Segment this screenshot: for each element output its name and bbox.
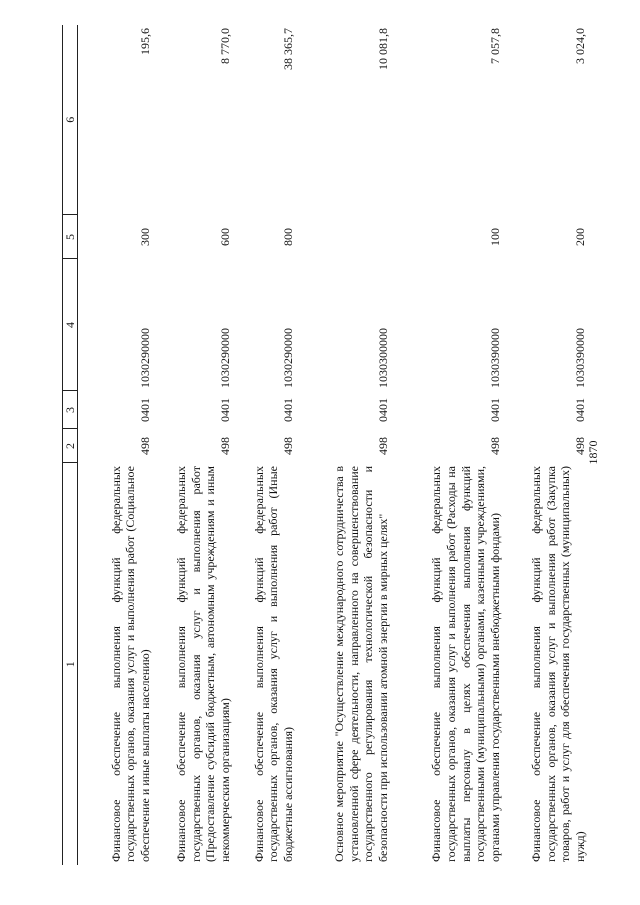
target-article-code: 1030390000 bbox=[572, 328, 587, 388]
expense-type-code bbox=[296, 215, 391, 259]
ministry-code: 498 bbox=[572, 437, 587, 455]
ministry-code: 498 bbox=[375, 437, 390, 455]
row-description: Финансовое обеспечение выполнения функций федеральных государственных органов, оказания услуг и выполнения работ (Социальное обеспечение и иные выплаты населению) bbox=[108, 466, 152, 862]
row-description: Основное мероприятие "Осуществление международного сотрудничества в установленной сфере деятельности, направленного на совершенствование государственного регулирования технологической безопасности и безопасности при использовании атомной энергии в мирных целях" bbox=[332, 466, 390, 862]
column-header: 2 bbox=[63, 429, 78, 463]
section-code: 0401 bbox=[572, 398, 587, 422]
ministry-code: 498 bbox=[280, 437, 295, 455]
target-article-code: 1030390000 bbox=[487, 328, 502, 388]
expense-type-code: 100 bbox=[487, 228, 502, 246]
ministry-code: 498 bbox=[137, 437, 152, 455]
row-description: Финансовое обеспечение выполнения функций федеральных государственных органов, оказания услуг и выполнения работ (Предоставление субсидий бюджетным, автономным учреждениям и иным некоммерческим организациям) bbox=[174, 466, 232, 862]
amount: 195,6 bbox=[137, 28, 152, 55]
table-row bbox=[153, 25, 233, 865]
amount: 8 770,0 bbox=[217, 28, 232, 64]
table-row bbox=[391, 25, 503, 865]
table-row bbox=[503, 25, 588, 865]
table-header bbox=[63, 25, 78, 865]
table-row bbox=[296, 25, 391, 865]
target-article-code: 1030290000 bbox=[217, 328, 232, 388]
row-description: Финансовое обеспечение выполнения функций федеральных государственных органов, оказания услуг и выполнения работ (Иные бюджетные ассигнования) bbox=[251, 466, 295, 862]
column-header: 1 bbox=[63, 463, 78, 865]
expense-type-code: 600 bbox=[217, 228, 232, 246]
budget-table bbox=[62, 25, 588, 865]
column-header: 5 bbox=[63, 215, 78, 259]
ministry-code: 498 bbox=[487, 437, 502, 455]
amount: 3 024,0 bbox=[572, 28, 587, 64]
table-row bbox=[78, 25, 153, 865]
amount: 38 365,7 bbox=[280, 28, 295, 70]
section-code: 0401 bbox=[280, 398, 295, 422]
section-code: 0401 bbox=[375, 398, 390, 422]
row-description: Финансовое обеспечение выполнения функций федеральных государственных органов, оказания услуг и выполнения работ (Расходы на выплаты персоналу в целях обеспечения выполнения функций государственными (муниципальными) органами, казенными учреждениями, органами управления государственными внебюджетными фондами) bbox=[429, 466, 502, 862]
ministry-code: 498 bbox=[217, 437, 232, 455]
table-row bbox=[233, 25, 296, 865]
page-number: 1870 bbox=[586, 440, 600, 465]
column-header: 6 bbox=[63, 25, 78, 215]
target-article-code: 1030290000 bbox=[280, 328, 295, 388]
amount: 10 081,8 bbox=[375, 28, 390, 70]
column-header: 3 bbox=[63, 391, 78, 429]
column-header: 4 bbox=[63, 259, 78, 391]
expense-type-code: 800 bbox=[280, 228, 295, 246]
section-code: 0401 bbox=[217, 398, 232, 422]
target-article-code: 1030300000 bbox=[375, 328, 390, 388]
amount: 7 057,8 bbox=[487, 28, 502, 64]
expense-type-code: 200 bbox=[572, 228, 587, 246]
section-code: 0401 bbox=[487, 398, 502, 422]
row-description: Финансовое обеспечение выполнения функций федеральных государственных органов, оказания услуг и выполнения работ (Закупка товаров, работ и услуг для обеспечения государственных (муниципальных) нужд) bbox=[529, 466, 587, 862]
section-code: 0401 bbox=[137, 398, 152, 422]
target-article-code: 1030290000 bbox=[137, 328, 152, 388]
expense-type-code: 300 bbox=[137, 228, 152, 246]
